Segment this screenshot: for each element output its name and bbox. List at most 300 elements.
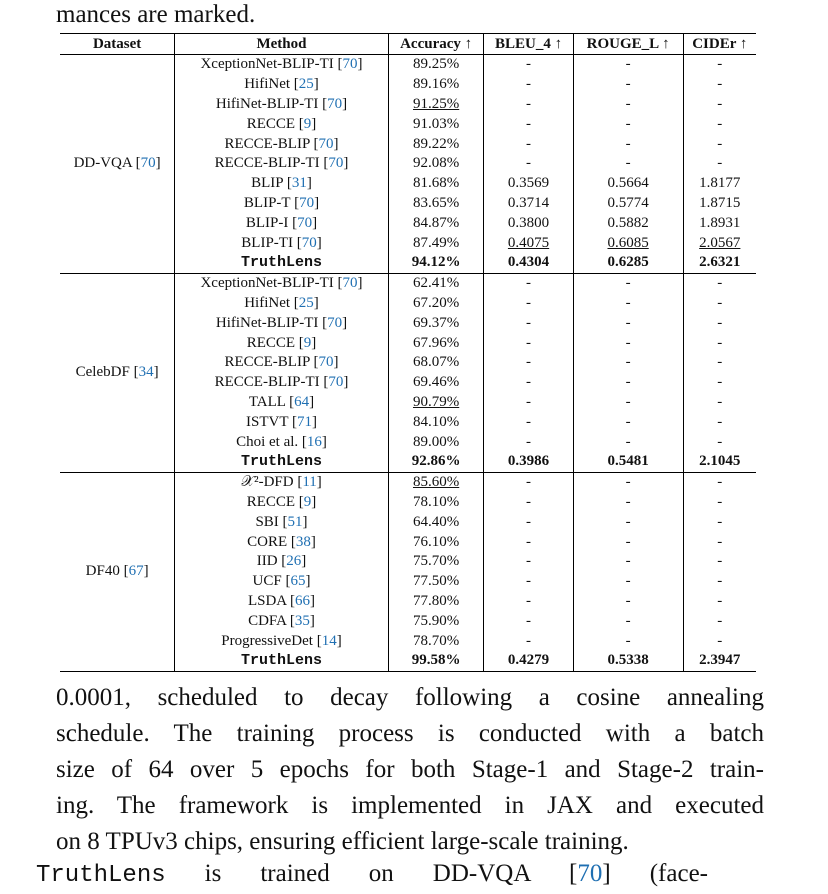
rouge-value: - bbox=[625, 533, 631, 550]
bleu-cell bbox=[484, 174, 573, 194]
method-name: RECCE-BLIP-TI bbox=[214, 155, 320, 172]
bleu-value: 0.3800 bbox=[507, 214, 550, 231]
cider-value: - bbox=[717, 632, 723, 649]
cider-cell bbox=[683, 592, 756, 612]
bleu-value: - bbox=[526, 275, 532, 292]
results-table bbox=[60, 33, 756, 672]
acc-cell bbox=[388, 95, 484, 115]
rouge-cell bbox=[573, 532, 683, 552]
acc-cell bbox=[388, 313, 484, 333]
method-cell bbox=[175, 651, 389, 671]
acc-cell bbox=[388, 373, 484, 393]
rouge-value: - bbox=[625, 95, 631, 112]
acc-cell bbox=[388, 114, 484, 134]
cider-cell bbox=[683, 512, 756, 532]
citation-link[interactable]: 11 bbox=[302, 474, 317, 491]
citation-link[interactable]: 64 bbox=[294, 393, 310, 410]
method-cell: IID [26] bbox=[175, 552, 389, 572]
cider-cell bbox=[683, 373, 756, 393]
header-accuracy: Accuracy ↑ bbox=[388, 34, 484, 55]
method-name: XceptionNet-BLIP-TI bbox=[200, 275, 334, 292]
method-name: TruthLens bbox=[240, 254, 322, 272]
citation-link[interactable]: 66 bbox=[295, 592, 311, 609]
dataset-name: DF40 bbox=[85, 563, 120, 580]
method-cell: RECCE-BLIP-TI [70] bbox=[175, 373, 389, 393]
method-cell: Choi et al. [16] bbox=[175, 432, 389, 452]
method-name: TALL bbox=[248, 393, 286, 410]
acc-cell bbox=[388, 592, 484, 612]
citation-link[interactable]: 70 bbox=[328, 155, 344, 172]
cider-cell bbox=[683, 55, 756, 75]
acc-cell bbox=[388, 532, 484, 552]
body-line: size of 64 over 5 epochs for both Stage-1 and Stage-2 train- bbox=[56, 756, 764, 783]
dataset-cell: CelebDF [34] bbox=[60, 273, 175, 472]
cider-value: - bbox=[717, 76, 723, 93]
acc-cell bbox=[388, 552, 484, 572]
method-cell: CDFA [35] bbox=[175, 611, 389, 631]
bleu-value: 0.4304 bbox=[507, 254, 550, 271]
acc-cell bbox=[388, 134, 484, 154]
cider-value: 1.8931 bbox=[699, 214, 741, 231]
rouge-value: 0.6085 bbox=[607, 234, 649, 251]
acc-value: 67.20% bbox=[412, 294, 460, 311]
cider-cell bbox=[683, 611, 756, 631]
rouge-value: 0.5882 bbox=[607, 214, 649, 231]
rouge-value: - bbox=[625, 374, 631, 391]
bleu-cell bbox=[484, 333, 573, 353]
rouge-cell bbox=[573, 373, 683, 393]
method-cell: XceptionNet-BLIP-TI [70] bbox=[175, 273, 389, 293]
bleu-value: - bbox=[526, 592, 532, 609]
body-line: 0.0001, scheduled to decay following a cosine annealing bbox=[56, 684, 764, 711]
cider-cell bbox=[683, 95, 756, 115]
bleu-value: - bbox=[526, 413, 532, 430]
citation-link[interactable]: 31 bbox=[291, 175, 307, 192]
citation-link[interactable]: 16 bbox=[306, 433, 322, 450]
bleu-value: - bbox=[526, 433, 532, 450]
acc-cell bbox=[388, 572, 484, 592]
cider-cell bbox=[683, 154, 756, 174]
bleu-value: - bbox=[526, 294, 532, 311]
method-cell: BLIP-T [70] bbox=[175, 194, 389, 214]
method-cell: HifiNet [25] bbox=[175, 294, 389, 314]
method-cell: SBI [51] bbox=[175, 512, 389, 532]
bleu-value: 0.4279 bbox=[507, 652, 550, 669]
acc-value: 64.40% bbox=[412, 513, 460, 530]
bleu-value: - bbox=[526, 573, 532, 590]
rouge-cell bbox=[573, 273, 683, 293]
rouge-cell bbox=[573, 611, 683, 631]
cider-value: - bbox=[717, 474, 723, 491]
table-row bbox=[60, 55, 756, 75]
cider-cell bbox=[683, 75, 756, 95]
rouge-cell bbox=[573, 412, 683, 432]
bleu-cell bbox=[484, 592, 573, 612]
method-cell: TALL [64] bbox=[175, 393, 389, 413]
cider-cell bbox=[683, 631, 756, 651]
citation-link[interactable]: 70 bbox=[342, 275, 358, 292]
acc-cell bbox=[388, 631, 484, 651]
cider-value: - bbox=[717, 592, 723, 609]
cider-cell bbox=[683, 194, 756, 214]
bleu-cell bbox=[484, 114, 573, 134]
rouge-cell bbox=[573, 353, 683, 373]
cider-value: 1.8177 bbox=[699, 175, 741, 192]
previous-caption-tail: mances are marked. bbox=[56, 1, 256, 28]
bleu-value: - bbox=[526, 334, 532, 351]
rouge-value: - bbox=[625, 474, 631, 491]
method-cell: RECCE [9] bbox=[175, 114, 389, 134]
header-dataset: Dataset bbox=[60, 34, 175, 55]
cider-cell bbox=[683, 333, 756, 353]
bleu-value: - bbox=[526, 354, 532, 371]
rouge-cell bbox=[573, 572, 683, 592]
bleu-cell bbox=[484, 572, 573, 592]
citation-link[interactable]: 35 bbox=[294, 612, 310, 629]
bleu-cell bbox=[484, 253, 573, 273]
acc-value: 62.41% bbox=[412, 275, 460, 292]
bleu-cell bbox=[484, 493, 573, 513]
rouge-value: - bbox=[625, 513, 631, 530]
acc-cell bbox=[388, 294, 484, 314]
citation-link[interactable]: 9 bbox=[303, 334, 312, 351]
bleu-cell bbox=[484, 412, 573, 432]
rouge-cell bbox=[573, 75, 683, 95]
rouge-cell bbox=[573, 114, 683, 134]
header-cider: CIDEr ↑ bbox=[683, 34, 756, 55]
method-name: HifiNet-BLIP-TI bbox=[215, 95, 319, 112]
acc-value: 78.70% bbox=[412, 632, 460, 649]
acc-value: 77.80% bbox=[412, 592, 460, 609]
cider-cell bbox=[683, 273, 756, 293]
method-name: ISTVT bbox=[246, 413, 289, 430]
rouge-cell bbox=[573, 233, 683, 253]
rouge-value: 0.5664 bbox=[607, 175, 649, 192]
bleu-value: - bbox=[526, 612, 532, 629]
table-row bbox=[60, 273, 756, 293]
method-cell: BLIP-TI [70] bbox=[175, 233, 389, 253]
method-cell: RECCE-BLIP-TI [70] bbox=[175, 154, 389, 174]
cider-value: - bbox=[717, 354, 723, 371]
bleu-cell bbox=[484, 154, 573, 174]
bleu-cell bbox=[484, 353, 573, 373]
method-name: CORE bbox=[247, 533, 288, 550]
method-name: RECCE bbox=[246, 115, 296, 132]
acc-value: 77.50% bbox=[412, 573, 460, 590]
method-cell: HifiNet [25] bbox=[175, 75, 389, 95]
header-method: Method bbox=[175, 34, 389, 55]
citation-link[interactable]: 38 bbox=[295, 533, 311, 550]
cider-value: 2.3947 bbox=[699, 652, 741, 669]
dataset-name: CelebDF bbox=[75, 364, 130, 381]
bleu-value: - bbox=[526, 95, 532, 112]
bleu-cell bbox=[484, 452, 573, 472]
rouge-value: - bbox=[625, 592, 631, 609]
acc-value: 89.16% bbox=[412, 76, 460, 93]
bleu-value: 0.3569 bbox=[507, 175, 550, 192]
bleu-value: - bbox=[526, 135, 532, 152]
rouge-value: - bbox=[625, 612, 631, 629]
citation-link[interactable]: 70 bbox=[140, 155, 156, 172]
method-name: BLIP-I bbox=[245, 214, 289, 231]
acc-cell bbox=[388, 393, 484, 413]
acc-value: 92.86% bbox=[411, 453, 461, 470]
method-name: TruthLens bbox=[36, 862, 166, 889]
rouge-value: - bbox=[625, 354, 631, 371]
method-cell: HifiNet-BLIP-TI [70] bbox=[175, 95, 389, 115]
bleu-value: - bbox=[526, 493, 532, 510]
method-cell: BLIP-I [70] bbox=[175, 213, 389, 233]
bleu-value: 0.4075 bbox=[507, 234, 550, 251]
acc-cell bbox=[388, 253, 484, 273]
rouge-cell bbox=[573, 55, 683, 75]
cider-cell bbox=[683, 174, 756, 194]
rouge-cell bbox=[573, 592, 683, 612]
cider-value: - bbox=[717, 513, 723, 530]
rouge-cell bbox=[573, 452, 683, 472]
method-cell: 𝒳²-DFD [11] bbox=[175, 472, 389, 492]
citation-link[interactable]: 51 bbox=[287, 513, 303, 530]
method-name: ProgressiveDet bbox=[221, 632, 313, 649]
method-name: CDFA bbox=[248, 612, 287, 629]
cider-value: - bbox=[717, 155, 723, 172]
bleu-value: - bbox=[526, 56, 532, 73]
acc-cell bbox=[388, 194, 484, 214]
cider-value: - bbox=[717, 573, 723, 590]
method-cell bbox=[175, 253, 389, 273]
bleu-value: - bbox=[526, 513, 532, 530]
method-name: IID bbox=[256, 553, 278, 570]
acc-value: 68.07% bbox=[412, 354, 460, 371]
bleu-cell bbox=[484, 472, 573, 492]
acc-value: 92.08% bbox=[412, 155, 460, 172]
table-body bbox=[60, 55, 756, 672]
acc-value: 91.03% bbox=[412, 115, 460, 132]
rouge-cell bbox=[573, 213, 683, 233]
method-cell: RECCE [9] bbox=[175, 333, 389, 353]
cider-cell bbox=[683, 552, 756, 572]
bleu-cell bbox=[484, 611, 573, 631]
cider-value: - bbox=[717, 56, 723, 73]
rouge-value: - bbox=[625, 314, 631, 331]
table-header-row bbox=[60, 34, 756, 55]
bleu-cell bbox=[484, 213, 573, 233]
cider-cell bbox=[683, 412, 756, 432]
method-name: HifiNet bbox=[244, 294, 291, 311]
rouge-value: - bbox=[625, 573, 631, 590]
method-cell: RECCE-BLIP [70] bbox=[175, 353, 389, 373]
dataset-name: DD-VQA bbox=[73, 155, 132, 172]
next-paragraph-start bbox=[36, 856, 708, 894]
method-name: RECCE-BLIP-TI bbox=[214, 374, 320, 391]
method-name: LSDA bbox=[247, 592, 287, 609]
cider-value: - bbox=[717, 433, 723, 450]
paragraph-text: is trained on DD-VQA [ bbox=[165, 860, 578, 887]
method-cell: UCF [65] bbox=[175, 572, 389, 592]
bleu-cell bbox=[484, 373, 573, 393]
cider-cell bbox=[683, 452, 756, 472]
method-name: HifiNet bbox=[244, 76, 291, 93]
bleu-cell bbox=[484, 313, 573, 333]
bleu-value: - bbox=[526, 115, 532, 132]
cider-cell bbox=[683, 572, 756, 592]
table-row bbox=[60, 472, 756, 492]
rouge-value: - bbox=[625, 393, 631, 410]
bleu-cell bbox=[484, 393, 573, 413]
method-cell: ISTVT [71] bbox=[175, 412, 389, 432]
bleu-cell bbox=[484, 194, 573, 214]
citation-link[interactable]: 70 bbox=[299, 194, 315, 211]
header-rouge-l: ROUGE_L ↑ bbox=[573, 34, 683, 55]
method-name: BLIP bbox=[251, 175, 284, 192]
citation-link[interactable]: 70 bbox=[577, 860, 603, 887]
acc-value: 84.10% bbox=[412, 413, 460, 430]
cider-value: - bbox=[717, 393, 723, 410]
rouge-value: - bbox=[625, 155, 631, 172]
citation-link[interactable]: 70 bbox=[297, 214, 313, 231]
method-cell: LSDA [66] bbox=[175, 592, 389, 612]
acc-value: 89.25% bbox=[412, 56, 460, 73]
rouge-value: - bbox=[625, 115, 631, 132]
bleu-value: - bbox=[526, 632, 532, 649]
bleu-value: - bbox=[526, 474, 532, 491]
citation-link[interactable]: 25 bbox=[298, 294, 314, 311]
citation-link[interactable]: 70 bbox=[318, 135, 334, 152]
citation-link[interactable]: 65 bbox=[290, 573, 306, 590]
acc-value: 91.25% bbox=[412, 95, 460, 112]
citation-link[interactable]: 34 bbox=[138, 364, 154, 381]
cider-cell bbox=[683, 532, 756, 552]
method-name: UCF bbox=[252, 573, 282, 590]
rouge-cell bbox=[573, 313, 683, 333]
acc-cell bbox=[388, 611, 484, 631]
rouge-value: - bbox=[625, 76, 631, 93]
acc-value: 84.87% bbox=[412, 214, 460, 231]
acc-value: 94.12% bbox=[411, 254, 461, 271]
citation-link[interactable]: 14 bbox=[321, 632, 337, 649]
citation-link[interactable]: 70 bbox=[301, 234, 317, 251]
rouge-value: - bbox=[625, 135, 631, 152]
rouge-cell bbox=[573, 472, 683, 492]
paragraph-text-tail: ] (face- bbox=[602, 860, 708, 887]
acc-cell bbox=[388, 412, 484, 432]
cider-value: - bbox=[717, 115, 723, 132]
method-name: BLIP-TI bbox=[241, 234, 293, 251]
rouge-cell bbox=[573, 393, 683, 413]
method-name: RECCE-BLIP bbox=[224, 354, 310, 371]
cider-value: - bbox=[717, 553, 723, 570]
cider-cell bbox=[683, 493, 756, 513]
bleu-value: - bbox=[526, 533, 532, 550]
acc-cell bbox=[388, 493, 484, 513]
cider-cell bbox=[683, 651, 756, 671]
acc-cell bbox=[388, 432, 484, 452]
bleu-cell bbox=[484, 294, 573, 314]
acc-cell bbox=[388, 452, 484, 472]
body-line: on 8 TPUv3 chips, ensuring efficient large-scale training. bbox=[56, 828, 629, 855]
rouge-cell bbox=[573, 154, 683, 174]
acc-value: 78.10% bbox=[412, 493, 460, 510]
cider-cell bbox=[683, 253, 756, 273]
acc-cell bbox=[388, 233, 484, 253]
cider-value: 2.1045 bbox=[699, 453, 741, 470]
cider-value: 2.6321 bbox=[699, 254, 741, 271]
citation-link[interactable]: 26 bbox=[286, 553, 302, 570]
acc-value: 87.49% bbox=[412, 234, 460, 251]
cider-cell bbox=[683, 393, 756, 413]
citation-link[interactable]: 70 bbox=[328, 374, 344, 391]
rouge-value: - bbox=[625, 413, 631, 430]
method-name: HifiNet-BLIP-TI bbox=[215, 314, 319, 331]
citation-link[interactable]: 71 bbox=[296, 413, 312, 430]
rouge-value: - bbox=[625, 553, 631, 570]
citation-link[interactable]: 25 bbox=[298, 76, 314, 93]
rouge-value: - bbox=[625, 632, 631, 649]
rouge-value: 0.5774 bbox=[607, 194, 649, 211]
acc-cell bbox=[388, 55, 484, 75]
citation-link[interactable]: 70 bbox=[342, 56, 358, 73]
rouge-cell bbox=[573, 95, 683, 115]
rouge-cell bbox=[573, 552, 683, 572]
citation-link[interactable]: 70 bbox=[318, 354, 334, 371]
cider-value: - bbox=[717, 135, 723, 152]
rouge-cell bbox=[573, 432, 683, 452]
cider-value: - bbox=[717, 314, 723, 331]
bleu-cell bbox=[484, 532, 573, 552]
method-name: XceptionNet-BLIP-TI bbox=[200, 56, 334, 73]
citation-link[interactable]: 67 bbox=[128, 563, 144, 580]
rouge-value: - bbox=[625, 294, 631, 311]
dataset-cell: DD-VQA [70] bbox=[60, 55, 175, 274]
cider-cell bbox=[683, 233, 756, 253]
acc-cell bbox=[388, 472, 484, 492]
citation-link[interactable]: 70 bbox=[327, 314, 343, 331]
acc-cell bbox=[388, 651, 484, 671]
acc-value: 83.65% bbox=[412, 194, 460, 211]
bleu-value: - bbox=[526, 155, 532, 172]
cider-cell bbox=[683, 432, 756, 452]
rouge-cell bbox=[573, 493, 683, 513]
method-name: SBI bbox=[255, 513, 279, 530]
bleu-cell bbox=[484, 95, 573, 115]
bleu-cell bbox=[484, 651, 573, 671]
cider-value: - bbox=[717, 533, 723, 550]
cider-cell bbox=[683, 114, 756, 134]
cider-value: - bbox=[717, 275, 723, 292]
acc-value: 76.10% bbox=[412, 533, 460, 550]
citation-link[interactable]: 9 bbox=[303, 493, 312, 510]
rouge-cell bbox=[573, 294, 683, 314]
acc-cell bbox=[388, 333, 484, 353]
bleu-value: - bbox=[526, 76, 532, 93]
cider-cell bbox=[683, 294, 756, 314]
rouge-value: - bbox=[625, 433, 631, 450]
bleu-cell bbox=[484, 134, 573, 154]
rouge-cell bbox=[573, 134, 683, 154]
bleu-cell bbox=[484, 55, 573, 75]
bleu-cell bbox=[484, 432, 573, 452]
cider-value: - bbox=[717, 612, 723, 629]
method-cell: RECCE-BLIP [70] bbox=[175, 134, 389, 154]
method-name: RECCE bbox=[246, 334, 296, 351]
method-name: Choi et al. bbox=[236, 433, 299, 450]
rouge-value: 0.5338 bbox=[607, 652, 649, 669]
method-name: BLIP-T bbox=[243, 194, 291, 211]
citation-link[interactable]: 9 bbox=[303, 115, 312, 132]
method-cell: RECCE [9] bbox=[175, 493, 389, 513]
acc-cell bbox=[388, 213, 484, 233]
citation-link[interactable]: 70 bbox=[327, 95, 343, 112]
